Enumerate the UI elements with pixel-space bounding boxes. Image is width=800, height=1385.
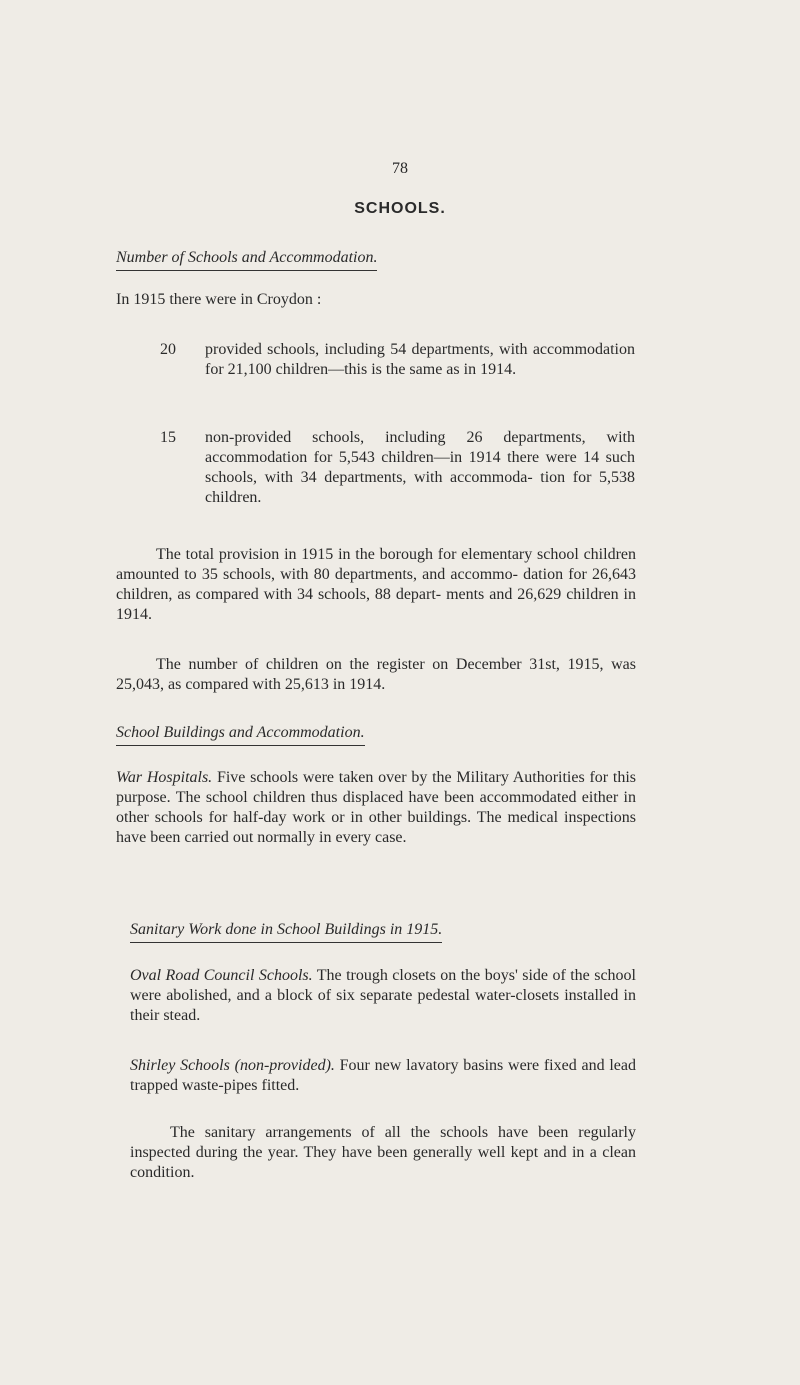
paragraph [116,768,636,848]
item-number: 20 [160,341,176,358]
list-item [160,428,635,510]
item-text: non-provided schools, including 26 departments, with accommodation for 5,543 children—in 1914 there were 14 such schools, with 34 departments, with accommoda- tion for 5,538 children. [205,429,635,506]
paragraph [130,966,636,1026]
section-heading: Number of Schools and Accommodation. [116,248,377,271]
paragraph: The sanitary arrangements of all the schools have been regularly inspected during the year. They have been generally well kept and in a clean condition. [130,1124,636,1181]
paragraph-lead: War Hospitals. [116,769,213,786]
section-heading: Sanitary Work done in School Buildings in 1915. [130,920,442,943]
page-number: 78 [392,160,408,177]
section-number-of-schools [116,248,377,271]
section-school-buildings [116,723,365,746]
paragraph: The number of children on the register on December 31st, 1915, was 25,043, as compared with 25,613 in 1914. [116,656,636,693]
paragraph-lead: Oval Road Council Schools. [130,967,313,984]
section-sanitary-work [130,920,442,943]
paragraph [130,1056,636,1096]
paragraph-lead-paren: (non-provided). [234,1057,335,1074]
paragraph-lead: Shirley Schools [130,1057,230,1074]
intro-text: In 1915 there were in Croydon : [116,291,322,308]
section-heading: School Buildings and Accommodation. [116,723,365,746]
list-item [160,340,635,402]
page-title: SCHOOLS. [354,200,446,217]
item-number: 15 [160,429,176,446]
paragraph-text: Five schools were taken over by the Military Authorities for this purpose. The school children thus displaced have been accommodated either in other schools for half-day work or in other buildings. The medical inspections have been carried out normally in every case. [116,769,636,846]
item-text: provided schools, including 54 departments, with accommodation for 21,100 children—this is the same as in 1914. [205,341,635,378]
paragraph-text: The trough closets on the boys' side of the school were abolished, and a block of six separate pedestal water-closets installed in their stead. [130,967,636,1024]
paragraph: The total provision in 1915 in the borough for elementary school children amounted to 35 schools, with 80 departments, and accommo- dation for 26,643 children, as compared with 34 schools, 88 depart- ments and 26,629 children in 1914. [116,546,636,623]
paragraph-text: Four new lavatory basins were fixed and lead trapped waste-pipes fitted. [130,1057,637,1094]
